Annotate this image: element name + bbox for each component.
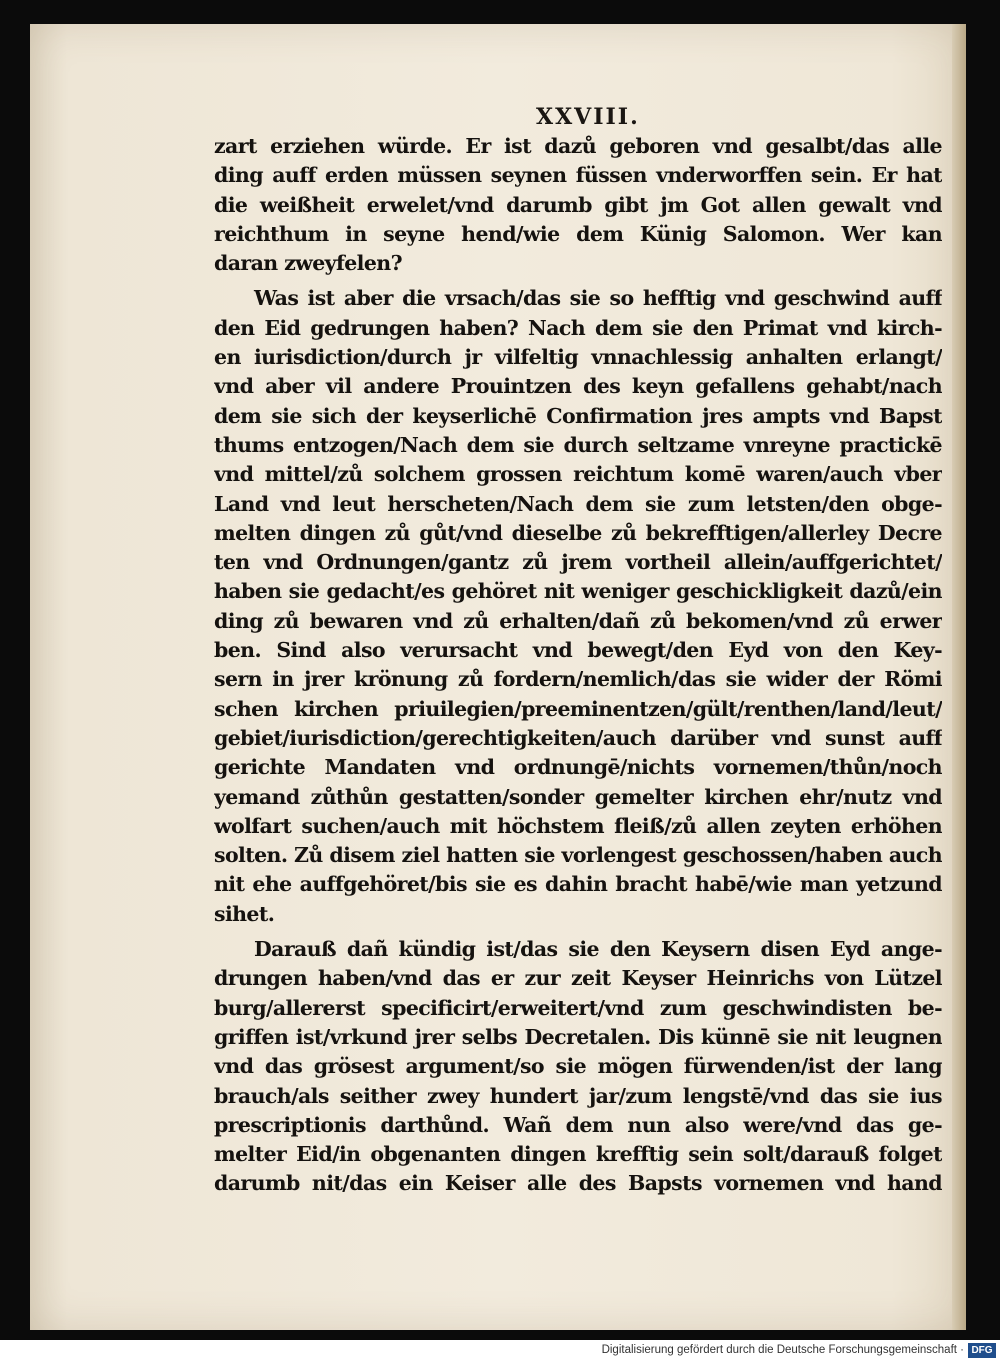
text-line: ding auff erden müssen seynen füssen vnderworffen sein. Er hat bbox=[214, 163, 942, 188]
text-line: haben sie gedacht/es gehöret nit weniger geschickligkeit dazů/ein bbox=[214, 579, 942, 604]
text-line: daran zweyfelen? bbox=[214, 251, 402, 276]
text-line: darumb nit/das ein Keiser alle des Bapsts vornemen vnd hand bbox=[214, 1171, 942, 1196]
text-line: yemand zůthůn gestatten/sonder gemelter kirchen ehr/nutz vnd bbox=[214, 784, 942, 809]
paragraph-1 bbox=[214, 132, 942, 278]
book-page bbox=[30, 24, 966, 1330]
binding-edge bbox=[952, 24, 966, 1330]
text-line: zart erziehen würde. Er ist dazů geboren vnd gesalbt/das alle bbox=[214, 134, 942, 158]
footer-bar bbox=[0, 1340, 1000, 1362]
text-line: vnd das grösest argument/so sie mögen fürwenden/ist der lang bbox=[214, 1054, 942, 1079]
text-line: Was ist aber die vrsach/das sie so hefftig vnd geschwind auff bbox=[254, 286, 942, 311]
text-line: nit ehe auffgehöret/bis sie es dahin bracht habē/wie man yetzund bbox=[214, 872, 942, 897]
funding-credit: Digitalisierung gefördert durch die Deutsche Forschungsgemeinschaft · bbox=[601, 1344, 964, 1356]
text-line: gebiet/iurisdiction/gerechtigkeiten/auch darüber vnd sunst auff bbox=[214, 725, 942, 750]
text-line: wolfart suchen/auch mit höchstem fleiß/zů allen zeyten erhöhen bbox=[214, 813, 942, 838]
text-line: melten dingen zů gůt/vnd dieselbe zů bekrefftigen/allerley Decre bbox=[214, 520, 942, 545]
text-line: thums entzogen/Nach dem sie durch seltzame vnreyne practickē bbox=[214, 432, 942, 457]
text-line: melter Eid/in obgenanten dingen krefftig sein solt/darauß folget bbox=[214, 1142, 942, 1167]
text-line: sihet. bbox=[214, 901, 275, 926]
text-line: reichthum in seyne hend/wie dem Künig Salomon. Wer kan bbox=[214, 221, 942, 246]
text-line: burg/allererst specificirt/erweitert/vnd zum geschwindisten be- bbox=[214, 995, 942, 1020]
text-line: Land vnd leut herscheten/Nach dem sie zum letsten/den obge- bbox=[214, 491, 942, 516]
text-line: sern in jrer krönung zů fordern/nemlich/das sie wider der Römi bbox=[214, 667, 942, 692]
text-line: griffen ist/vrkund jrer selbs Decretalen. Dis künnē sie nit leugnen bbox=[214, 1024, 942, 1049]
text-block bbox=[214, 132, 942, 1199]
dfg-logo-icon: DFG bbox=[968, 1343, 996, 1358]
text-line: die weißheit erwelet/vnd darumb gibt jm Got allen gewalt vnd bbox=[214, 192, 942, 217]
text-line: vnd mittel/zů solchem grossen reichtum komē waren/auch vber bbox=[214, 462, 942, 487]
paragraph-2 bbox=[214, 284, 942, 929]
text-line: vnd aber vil andere Prouintzen des keyn gefallens gehabt/nach bbox=[214, 374, 942, 399]
text-line: schen kirchen priuilegien/preeminentzen/gült/renthen/land/leut/ bbox=[214, 696, 942, 721]
text-line: en iurisdiction/durch jr vilfeltig vnnachlessig anhalten erlangt/ bbox=[214, 345, 942, 370]
text-line: drungen haben/vnd das er zur zeit Keyser Heinrichs von Lützel bbox=[214, 966, 942, 991]
text-line: gerichte Mandaten vnd ordnungē/nichts vornemen/thůn/noch bbox=[214, 755, 942, 780]
text-line: den Eid gedrungen haben? Nach dem sie den Primat vnd kirch- bbox=[214, 315, 942, 340]
paragraph-3 bbox=[214, 935, 942, 1199]
text-line: brauch/als seither zwey hundert jar/zum lengstē/vnd das sie ius bbox=[214, 1083, 942, 1108]
text-line: prescriptionis darthůnd. Wañ dem nun also were/vnd das ge- bbox=[214, 1112, 942, 1137]
text-line: Darauß dañ kündig ist/das sie den Keysern disen Eyd ange- bbox=[254, 937, 942, 962]
text-line: ben. Sind also verursacht vnd bewegt/den Eyd von den Key- bbox=[214, 638, 942, 663]
text-line: ding zů bewaren vnd zů erhalten/dañ zů bekomen/vnd zů erwer bbox=[214, 608, 942, 633]
text-line: dem sie sich der keyserlichē Confirmation jres ampts vnd Bapst bbox=[214, 403, 942, 428]
text-line: solten. Zů disem ziel hatten sie vorlengest geschossen/haben auch bbox=[214, 843, 942, 868]
folio-number: XXVIII. bbox=[536, 104, 640, 130]
text-line: ten vnd Ordnungen/gantz zů jrem vortheil allein/auffgerichtet/ bbox=[214, 550, 942, 575]
